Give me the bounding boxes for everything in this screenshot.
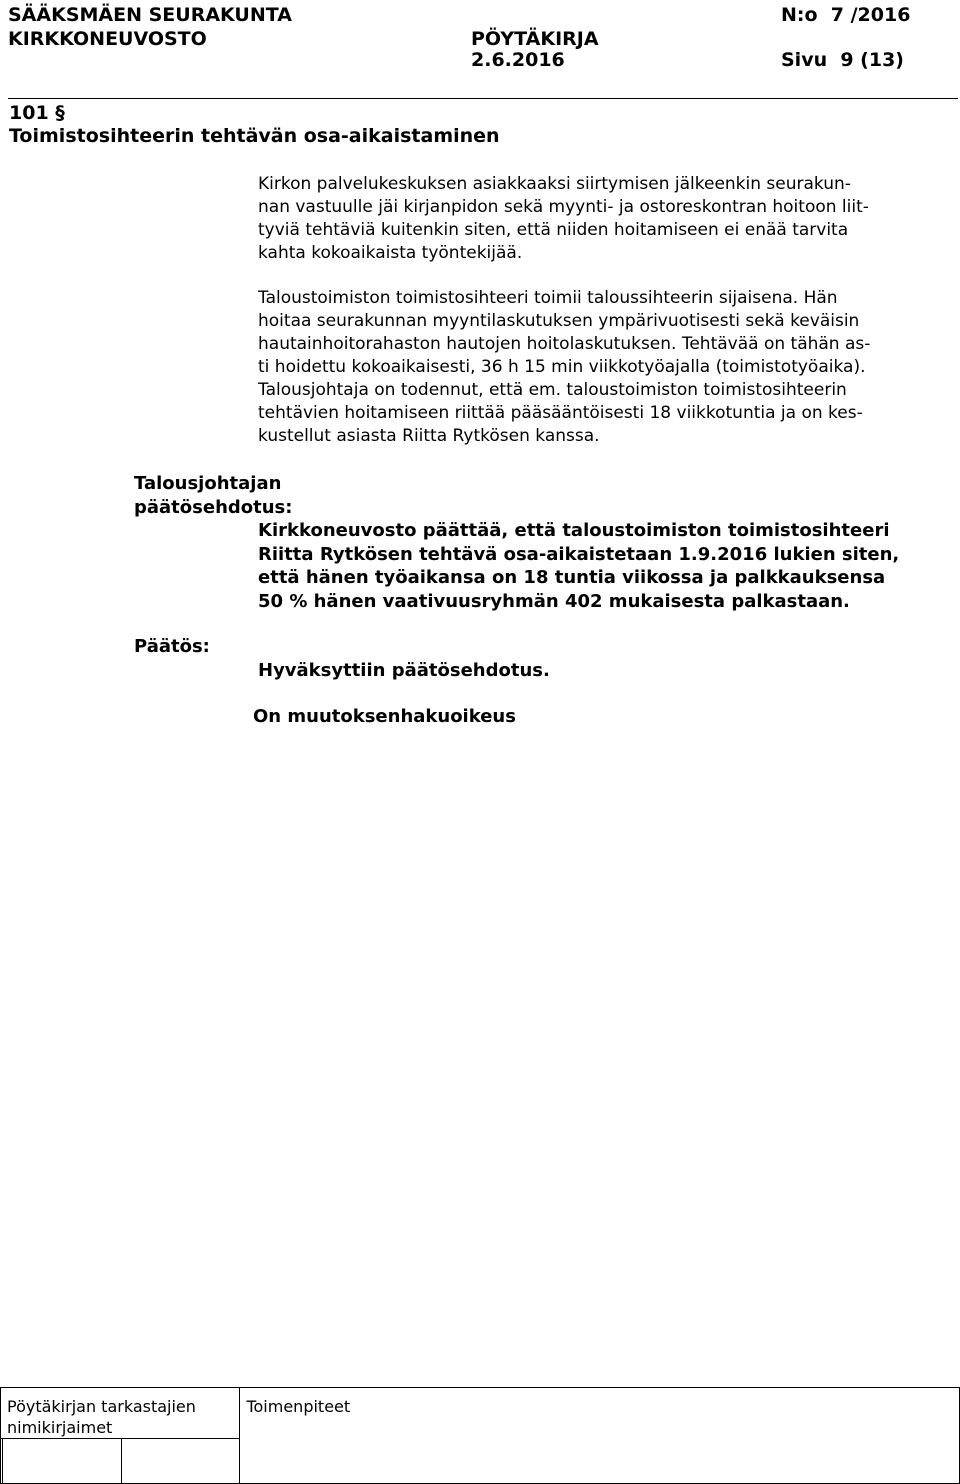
paragraph-line: hautainhoitorahaston hautojen hoitolaskutuksen. Tehtävää on tähän as-	[258, 334, 871, 354]
proposal-label-line1: Talousjohtajan	[134, 473, 282, 494]
paragraph-line: hoitaa seurakunnan myyntilaskutuksen ympärivuotisesti sekä keväisin	[258, 311, 860, 331]
organization-name: SÄÄKSMÄEN SEURAKUNTA	[8, 4, 292, 26]
section-heading	[9, 101, 65, 126]
proposal-text	[258, 519, 948, 613]
appeal-notice: On muutoksenhakuoikeus	[253, 706, 516, 727]
header-rule	[8, 98, 958, 99]
paragraph-line: tehtävien hoitamiseen riittää pääsääntöisesti 18 viikkotuntia ja on kes-	[258, 403, 863, 423]
reviewers-cell	[1, 1388, 240, 1439]
body-paragraph-1	[258, 173, 948, 265]
decision-label: Päätös:	[134, 636, 210, 657]
reviewers-label	[1, 1388, 239, 1438]
paragraph-line: Kirkon palvelukeskuksen asiakkaaksi siirtymisen jälkeenkin seurakun-	[258, 174, 851, 194]
reviewers-label-line2: nimikirjaimet	[7, 1418, 113, 1437]
document-type: PÖYTÄKIRJA	[471, 28, 599, 50]
proposal-label-line2: päätösehdotus:	[134, 497, 293, 518]
signature-cell-2	[2, 1439, 121, 1484]
section-number: 101	[9, 102, 49, 124]
reviewers-label-line1: Pöytäkirjan tarkastajien	[7, 1397, 196, 1416]
decision-text: Hyväksyttiin päätösehdotus.	[258, 660, 550, 681]
meeting-date: 2.6.2016	[471, 49, 565, 71]
actions-label: Toimenpiteet	[246, 1397, 351, 1416]
section-symbol: §	[55, 102, 65, 124]
proposal-line: Kirkkoneuvosto päättää, että taloustoimiston toimistosihteeri	[258, 520, 890, 541]
signature-cell-3	[121, 1439, 240, 1484]
paragraph-line: nan vastuulle jäi kirjanpidon sekä myynti- ja ostoreskontran hoitoon liit-	[258, 197, 869, 217]
paragraph-line: ti hoidettu kokoaikaisesti, 36 h 15 min viikkotyöajalla (toimistotyöaika).	[258, 357, 866, 377]
proposal-line: Riitta Rytkösen tehtävä osa-aikaistetaan 1.9.2016 lukien siten,	[258, 543, 900, 565]
protocol-number: N:o 7 /2016	[781, 4, 911, 26]
actions-cell	[240, 1388, 960, 1484]
body-name: KIRKKONEUVOSTO	[8, 28, 207, 50]
proposal-line: 50 % hänen vaativuusryhmän 402 mukaisesta palkastaan.	[258, 590, 850, 612]
paragraph-line: Talousjohtaja on todennut, että em. taloustoimiston toimistosihteerin	[258, 380, 847, 400]
paragraph-line: tyviä tehtäviä kuitenkin siten, että niiden hoitamiseen ei enää tarvita	[258, 220, 849, 240]
body-paragraph-2	[258, 287, 948, 448]
paragraph-line: kustellut asiasta Riitta Rytkösen kanssa.	[258, 426, 600, 446]
paragraph-line: Taloustoimiston toimistosihteeri toimii taloussihteerin sijaisena. Hän	[258, 288, 838, 308]
page-number: Sivu 9 (13)	[781, 49, 904, 71]
footer-table	[0, 1387, 960, 1484]
section-title: Toimistosihteerin tehtävän osa-aikaistaminen	[9, 125, 500, 147]
proposal-line: että hänen työaikansa on 18 tuntia viikossa ja palkkauksensa	[258, 567, 886, 588]
paragraph-line: kahta kokoaikaista työntekijää.	[258, 243, 523, 263]
